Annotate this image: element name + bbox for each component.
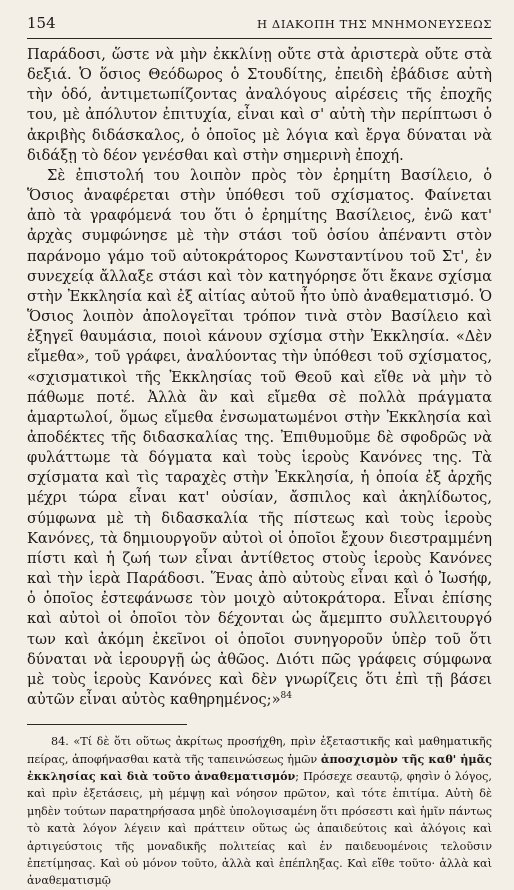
footnote-84 — [27, 733, 492, 890]
footnote-text-a: «Τί δὲ ὅτι οὕτως ἀκρίτως προσήχθη, πρὶν ἐξεταστικῆς καὶ μαθηματικῆς πείρας, ἀποφήνασθαι κατὰ τῆς ταπεινώσεως ἡμῶν — [27, 735, 492, 766]
paragraph-1: Παράδοσι, ὥστε νὰ μὴν ἐκκλίνῃ οὔτε στὰ ἀριστερὰ οὔτε στὰ δεξιά. Ὁ ὅσιος Θεόδωρος ὁ Στουδίτης, ἐπειδὴ ἐβάδισε αὐτὴ τὴν ὁδό, ἀντιμετωπίζοντας ἀναλόγους αἱρέσεις τῆς ἐποχῆς του, μὲ ἀπόλυτον ἐπιτυχία, εἶναι καὶ σ' αὐτὴ τὴν περίπτωσι ὁ ἀκριβὴς διδάσκαλος, ὁ ὁποῖος μὲ λόγια καὶ ἔργα δύναται νὰ διδάξῃ τὸ δέον γενέσθαι καὶ στὴν σημερινὴ ἐποχή. — [27, 46, 492, 164]
main-text — [27, 45, 492, 710]
paragraph-2-text: Σὲ ἐπιστολή του λοιπὸν πρὸς τὸν ἐρημίτη Βασίλειο, ὁ Ὅσιος ἀναφέρεται στὴν ὑπόθεσι τοῦ σχίσματος. Φαίνεται ἀπὸ τὰ γραφόμενά του ὅτι ὁ ἐρημίτης Βασίλειος, ἐνῶ κατ' ἀρχὰς συμφώνησε μὲ τὴν στάσι τοῦ ὁσίου ἀπέναντι στὸν παράνομο γάμο τοῦ αὐτοκράτορος Κωνσταντίνου τοῦ Στ', ἐν συνεχείᾳ ἄλλαξε στάσι καὶ τὸν κατηγόρησε ὅτι ἔκανε σχίσμα στὴν Ἐκκλησία καὶ ἐξ αἰτίας αὐτοῦ ἦτο ὑπὸ ἀναθεματισμό. Ὁ Ὅσιος λοιπὸν ἀπολογεῖται τρόπον τινὰ στὸν Βασίλειο καὶ ἐξηγεῖ θαυμάσια, ποιοὶ κάνουν σχίσμα στὴν Ἐκκλησία. «Δὲν εἴμεθα», τοῦ γράφει, ἀναλύοντας τὴν ὑπόθεσι τοῦ σχίσματος, «σχισματικοὶ τῆς Ἐκκλησίας τοῦ Θεοῦ καὶ εἴθε νὰ μὴν τὸ πάθωμε ποτέ. Ἀλλὰ ἂν καὶ εἴμεθα σὲ πολλὰ πράγματα ἁμαρτωλοί, ὅμως εἴμεθα ἐνσωματωμένοι στὴν Ἐκκλησία καὶ ἀποδέκτες τῆς διδασκαλίας της. Ἐπιθυμοῦμε δὲ σφοδρῶς νὰ φυλάττωμε τὰ δόγματα καὶ τοὺς ἱεροὺς Κανόνες της. Τὰ σχίσματα καὶ τὶς ταραχὲς στὴν Ἐκκλησία, ἡ ὁποία ἐξ ἀρχῆς μέχρι τώρα εἶναι κατ' οὐσίαν, ἄσπιλος καὶ ἀκηλίδωτος, σύμφωνα μὲ τὴ διδασκαλία τῆς πίστεως καὶ τοὺς ἱεροὺς Κανόνες, τὰ δημιουργοῦν αὐτοὶ οἱ ὁποῖοι ἔχουν διεστραμμένη πίστι καὶ ἡ ζωή των εἶναι ἀντίθετος στοὺς ἱεροὺς Κανόνες καὶ τὴν ἱερὰ Παράδοσι. Ἕνας ἀπὸ αὐτοὺς εἶναι καὶ ὁ Ἰωσήφ, ὁ ὁποῖος ἐστεφάνωσε τὸν μοιχὸ αὐτοκράτορα. Εἶναι ἐπίσης καὶ αὐτοὶ οἱ ὁποῖοι τὸν δέχονται ὡς ἄμεμπτο συλλειτουργό των καὶ ἀκόμη ἐκεῖνοι οἱ ὁποῖοι συνηγοροῦν ὑπὲρ τοῦ ὅτι δύναται νὰ ἱερουργῇ ὡς ἀθῶος. Διότι πῶς γράφεις σύμφωνα μὲ τοὺς ἱεροὺς Κανόνες καὶ δὲν γνωρίζεις ὅτι ἐπὶ τῇ βάσει αὐτῶν εἶναι αὐτὸς καθηρημένος;» — [27, 166, 492, 708]
running-head: Η ΔΙΑΚΟΠΗ ΤΗΣ ΜΝΗΜΟΝΕΥΣΕΩΣ — [257, 17, 492, 31]
footnote-text-b: ; Πρόσεχε σεαυτῷ, φησὶν ὁ λόγος, καὶ πρὶν ἐξετάσεις, μὴ μέμψῃ καὶ νόησον πρῶτον, καὶ τότε ἐπιτίμα. Αὐτὴ δὲ μηδὲν τούτων παρατηρήσασα μηδὲ ὑπολογισαμένη ὅτι πρόσεστι καὶ ἡμῖν πάντως τὸ κατὰ λόγον λέγειν καὶ πράττειν οὕτως ὡς ἀπαιδεύτοις καὶ ἀλόγοις καὶ ἀρτιγεύστοις τῆς μοναδικῆς πολιτείας καὶ ἐν παιδευομένοις τελοῦσιν ἐπετίμησας. Καὶ οὐ μόνον τοῦτο, ἀλλὰ καὶ ἐπέπληξας. Καὶ εἴθε τοῦτο· ἀλλὰ καὶ ἀναθεματισμῷ — [27, 769, 492, 888]
footnote-bold-phrase: ἀποσχισμὸν τῆς καθ' ἡμᾶς ἐκκλησίας καὶ διὰ τοῦτο ἀναθεματισμόν — [27, 751, 492, 783]
page-number: 154 — [27, 14, 56, 32]
footnote-number: 84. — [51, 735, 69, 749]
footnote-reference: 84 — [280, 691, 292, 702]
header-rule — [27, 38, 492, 39]
footnote-rule — [27, 724, 187, 725]
page-header — [27, 14, 492, 36]
paragraph-2 — [27, 166, 492, 710]
